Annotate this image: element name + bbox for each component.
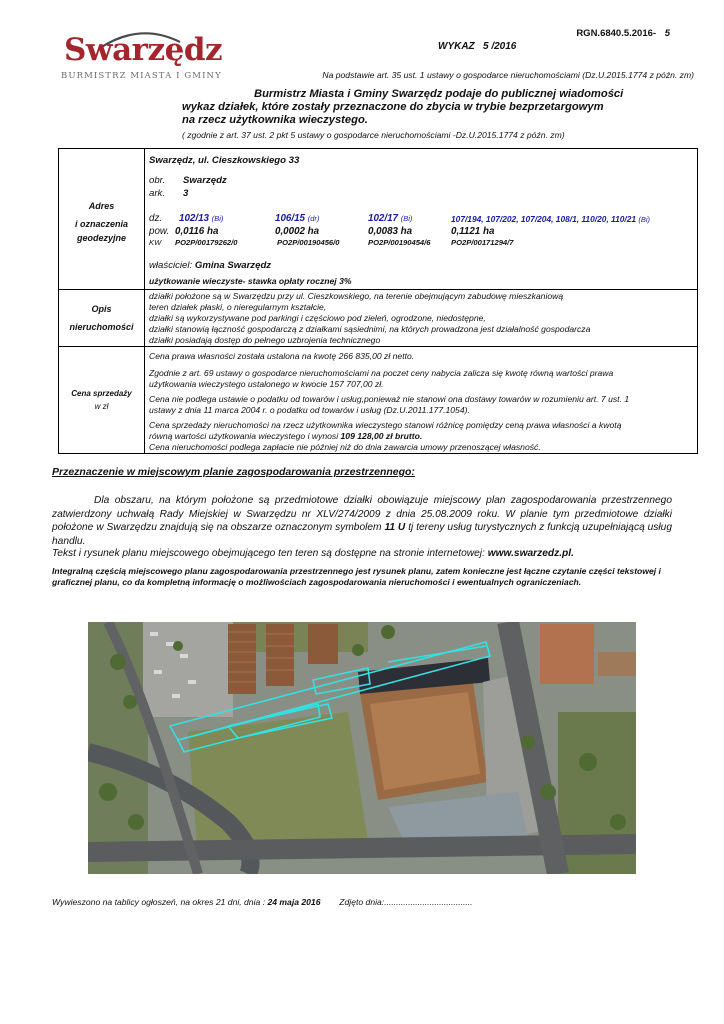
price-perpetual-usufruct xyxy=(149,368,694,390)
plan-text: tj tereny usług turystycznych z funkcją uzupełniającą usług handlu. xyxy=(52,522,672,547)
plan-integral-note: Integralną częścią miejscowego planu zagospodarowania przestrzennego jest rysunek planu, zatem konieczne jest łączne czytanie części tekstowej i graficznej planu, co da kompletną informację o możliwościach zagospodarowania nieruchomości i ewentualnych ograniczeniach. xyxy=(52,566,661,587)
aerial-map xyxy=(88,622,636,874)
parcel-2-area: 0,0002 ha xyxy=(275,226,320,237)
price-line: użytkowania wieczystego ustalonego w kwocie 157 707,00 zł. xyxy=(149,379,384,389)
parcel-1 xyxy=(179,213,223,224)
plan-section-title: Przeznaczenie w miejscowym planie zagospodarowania przestrzennego: xyxy=(52,466,415,478)
label-line: nieruchomości xyxy=(69,322,134,332)
owner-label: właściciel: xyxy=(149,260,193,271)
area-label: pow. xyxy=(149,226,170,237)
description-line: teren działek płaski, o nieregularnym kształcie, xyxy=(149,302,327,312)
sheet-row xyxy=(149,188,189,199)
table-row-divider xyxy=(59,289,697,290)
property-description xyxy=(149,291,590,346)
parcel-3-area: 0,0083 ha xyxy=(368,226,413,237)
label-price xyxy=(59,387,144,413)
posting-info xyxy=(52,897,473,907)
parcel-4-area: 0,1121 ha xyxy=(451,226,495,237)
description-line: działki stanowią łączność gospodarczą z działkami sąsiednimi, na których prowadzona jest działalność gospodarcza xyxy=(149,324,591,334)
aerial-photo xyxy=(88,622,636,874)
parcel-1-land-register: PO2P/00179262/0 xyxy=(175,238,238,247)
sheet-label: ark. xyxy=(149,188,165,199)
logo-wordmark: Swarzędz xyxy=(64,32,223,68)
parcel-3-land-register: PO2P/00190454/6 xyxy=(368,238,431,247)
owner-row xyxy=(149,260,271,271)
parcel-number: 106/15 xyxy=(275,213,305,224)
precinct-label: obr. xyxy=(149,175,166,186)
posting-text: Wywieszono na tablicy ogłoszeń, na okres 21 dni, dnia : xyxy=(52,897,268,907)
parcel-3 xyxy=(368,213,412,224)
list-title: WYKAZ 5 /2016 xyxy=(438,41,517,52)
announcement-heading xyxy=(182,88,682,127)
parcel-number: 102/17 xyxy=(368,213,398,224)
reference-code: RGN.6840.5.2016- xyxy=(576,28,657,39)
logo xyxy=(58,22,223,84)
property-table xyxy=(58,148,698,454)
description-line: działki położone są w Swarzędzu przy ul. Cieszkowskiego, na terenie obejmującym zabudowę mieszkaniową xyxy=(149,291,564,301)
parcel-number: 102/13 xyxy=(179,213,209,224)
sheet-value: 3 xyxy=(183,188,189,199)
heading-line-2: wykaz działek, które zostały przeznaczone do zbycia w trybie bezprzetargowym xyxy=(182,101,604,113)
price-line: Zgodnie z art. 69 ustawy o gospodarce nieruchomościami na poczet ceny nabycia zalicza się kwotę równą wartości prawa xyxy=(149,368,614,378)
price-ownership: Cena prawa własności została ustalona na kwotę 266 835,00 zł netto. xyxy=(149,351,415,361)
parcel-2-land-register: PO2P/00190456/0 xyxy=(277,238,340,247)
price-final xyxy=(149,420,694,442)
price-details xyxy=(149,351,694,453)
heading-line-1: Burmistrz Miasta i Gminy Swarzędz podaje do publicznej wiadomości xyxy=(254,88,624,100)
parcel-code: (Bi) xyxy=(638,215,651,224)
heading-line-3: na rzecz użytkownika wieczystego. xyxy=(182,114,368,126)
parcel-4 xyxy=(451,214,650,224)
website-link[interactable]: www.swarzedz.pl. xyxy=(487,548,574,559)
logo-subtitle: BURMISTRZ MIASTA I GMINY xyxy=(61,71,222,81)
parcel-code: (Bi) xyxy=(211,214,224,223)
description-line: działki posiadają dostęp do pełnego uzbrojenia technicznego xyxy=(149,335,381,345)
reference-number xyxy=(576,28,670,39)
usage-terms: użytkowanie wieczyste- stawka opłaty rocznej 3% xyxy=(149,276,352,286)
label-line: Cena sprzedaży xyxy=(71,389,132,398)
price-payment-deadline: Cena nieruchomości podlega zapłacie nie później niż do dnia zawarcia umowy przenoszącej własność. xyxy=(149,442,541,452)
parcel-2 xyxy=(275,213,319,224)
plan-text: Dla obszaru, na którym położone są przedmiotowe działki obowiązuje miejscowy plan zagospodarowania przestrzennego zatwierdzony uchwałą Rady Miejskiej w Swarzędzu nr XLV/274/2009 z dnia 25.08.2009 roku. W planie tym przedmiotowe działki położone w Swarzędzu znajdują się na obszarze oznaczonym symbolem xyxy=(52,495,672,533)
parcel-number-row xyxy=(149,213,162,224)
area-row xyxy=(149,226,169,237)
reference-page: 5 xyxy=(664,28,670,39)
parcel-code: (Bi) xyxy=(400,214,413,223)
parcel-label: dz. xyxy=(149,213,163,224)
owner-value: Gmina Swarzędz xyxy=(194,260,272,271)
precinct-row xyxy=(149,175,227,186)
parcel-code: (dr) xyxy=(307,214,320,223)
price-vat-note xyxy=(149,394,694,416)
label-line: geodezyjne xyxy=(76,233,126,243)
posting-date: 24 maja 2016 xyxy=(267,897,321,907)
description-line: działki są wykorzystywane pod parkingi i częściowo pod zieleń, ogrodzone, niedostępne, xyxy=(149,313,486,323)
precinct-value: Swarzędz xyxy=(183,175,227,186)
legal-basis: Na podstawie art. 35 ust. 1 ustawy o gospodarce nieruchomościami (Dz.U.2015.1774 z późn. zm) xyxy=(322,70,694,80)
label-line: Opis xyxy=(91,304,112,314)
label-line: w zł xyxy=(94,402,109,411)
plan-website-note xyxy=(52,548,574,559)
parcel-1-area: 0,0116 ha xyxy=(175,226,219,237)
price-line: Cena nie podlega ustawie o podatku od towarów i usług,ponieważ nie stanowi ona dostawy towarów w rozumieniu art. 7 ust. 1 xyxy=(149,394,630,404)
removal-date: Zdjęto dnia:..................................... xyxy=(339,897,473,907)
plan-text: Tekst i rysunek planu miejscowego obejmującego ten teren są dostępne na stronie internetowej: xyxy=(52,548,488,559)
label-line: i oznaczenia xyxy=(74,219,128,229)
property-address: Swarzędz, ul. Cieszkowskiego 33 xyxy=(149,155,300,166)
parcel-4-land-register: PO2P/00171294/7 xyxy=(451,238,514,247)
parcel-number: 107/194, 107/202, 107/204, 108/1, 110/20, 110/21 xyxy=(451,214,637,224)
price-total: 109 128,00 zł brutto. xyxy=(340,431,423,441)
label-description xyxy=(59,302,144,334)
label-address xyxy=(59,199,144,245)
zoning-symbol: 11 U xyxy=(384,522,406,533)
table-column-divider xyxy=(144,149,145,453)
price-line: Cena sprzedaży nieruchomości na rzecz użytkownika wieczystego stanowi różnicę pomiędzy ceną prawa własności a kwotą xyxy=(149,420,622,430)
table-row-divider xyxy=(59,346,697,347)
plan-paragraph xyxy=(52,494,672,548)
heading-legal-note: ( zgodnie z art. 37 ust. 2 pkt 5 ustawy o gospodarce nieruchomościami -Dz.U.2015.1774 z późn. zm) xyxy=(182,130,565,140)
land-register-label: KW xyxy=(149,238,162,247)
price-line: ustawy z dnia 11 marca 2004 r. o podatku od towarów i usług (Dz.U.2011.177.1054). xyxy=(149,405,470,415)
label-line: Adres xyxy=(88,201,115,211)
price-line: równą wartości użytkowania wieczystego i wynosi xyxy=(149,431,341,441)
